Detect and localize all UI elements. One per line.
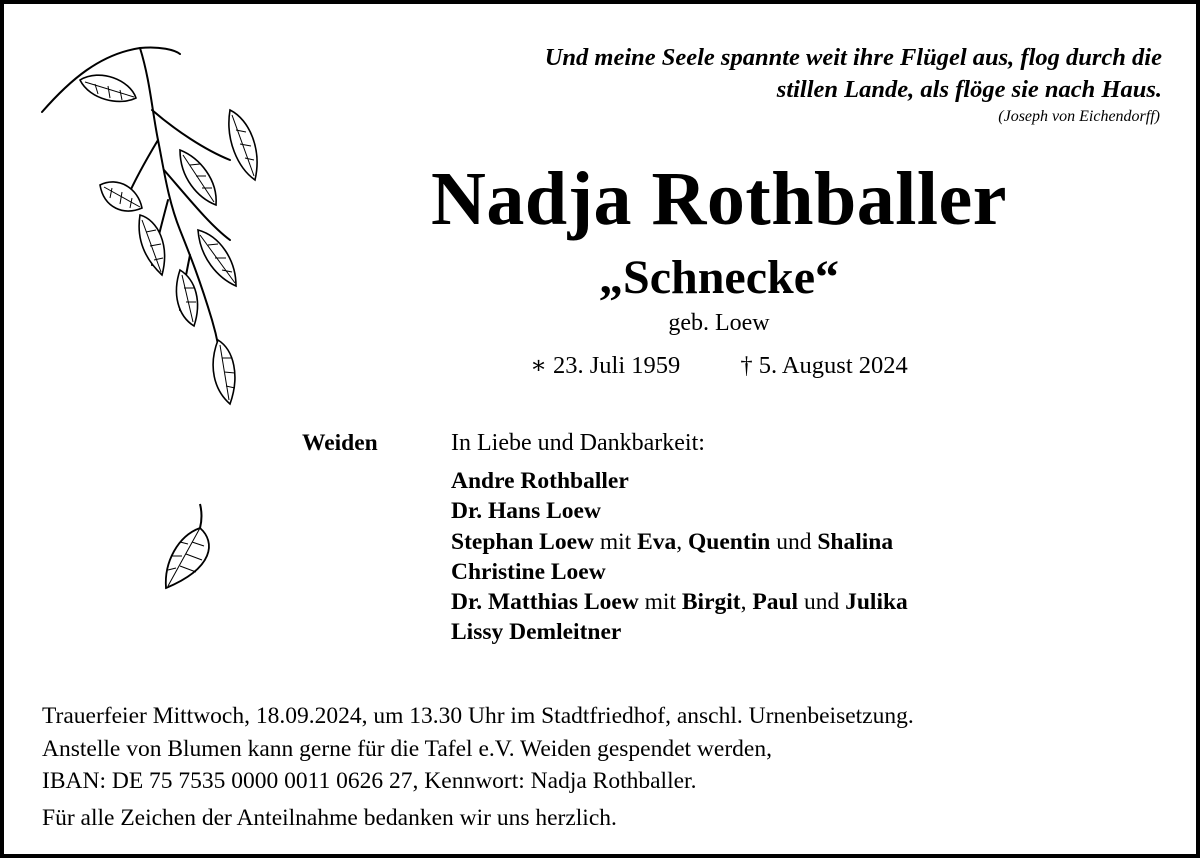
mourners-list bbox=[451, 466, 908, 648]
mourner-line bbox=[451, 527, 908, 557]
deceased-name: Nadja Rothballer bbox=[431, 157, 1007, 241]
mourner-name: Shalina bbox=[817, 528, 894, 555]
thanks-note: Für alle Zeichen der Anteilnahme bedanken wir uns herzlich. bbox=[42, 804, 617, 831]
quote-author: (Joseph von Eichendorff) bbox=[998, 108, 1160, 125]
place-name: Weiden bbox=[302, 430, 378, 456]
mourner-name: Quentin bbox=[688, 528, 771, 555]
mourner-connector: und bbox=[798, 589, 846, 616]
death-date: † 5. August 2024 bbox=[740, 352, 908, 379]
mourner-name: Eva bbox=[637, 528, 677, 555]
birch-branch-icon bbox=[40, 40, 270, 420]
mourner-line bbox=[451, 557, 908, 587]
life-dates bbox=[304, 350, 1134, 382]
mourner-name: Christine Loew bbox=[451, 558, 606, 585]
quote-line: Und meine Seele spannte weit ihre Flügel aus, flog durch die bbox=[544, 44, 1162, 71]
birth-date: ∗ 23. Juli 1959 bbox=[530, 352, 681, 379]
mourner-name: Birgit bbox=[681, 589, 741, 616]
footer-notes bbox=[42, 700, 1162, 834]
mourner-connector: , bbox=[676, 528, 689, 555]
mourner-line bbox=[451, 617, 908, 647]
mourner-line bbox=[451, 587, 908, 617]
maiden-name: geb. Loew bbox=[668, 310, 770, 336]
memorial-quote bbox=[402, 42, 1162, 106]
mourner-connector: mit bbox=[594, 528, 638, 555]
mourner-name: Dr. Matthias Loew bbox=[451, 589, 639, 616]
mourner-name: Stephan Loew bbox=[451, 528, 594, 555]
donation-info: Anstelle von Blumen kann gerne für die Tafel e.V. Weiden gespendet werden, bbox=[42, 735, 772, 762]
funeral-info: Trauerfeier Mittwoch, 18.09.2024, um 13.30 Uhr im Stadtfriedhof, anschl. Urnenbeisetzung. bbox=[42, 703, 914, 729]
quote-line: stillen Lande, als flöge sie nach Haus. bbox=[776, 76, 1162, 103]
mourner-line bbox=[451, 496, 908, 526]
mourner-name: Dr. Hans Loew bbox=[451, 498, 601, 525]
mourner-connector: , bbox=[740, 589, 753, 616]
mourners-intro: In Liebe und Dankbarkeit: bbox=[451, 430, 705, 456]
mourner-name: Lissy Demleitner bbox=[451, 619, 622, 646]
mourner-name: Andre Rothballer bbox=[451, 468, 629, 494]
mourner-connector: mit bbox=[638, 589, 682, 616]
falling-leaf-icon bbox=[160, 502, 220, 592]
mourner-line bbox=[451, 466, 908, 496]
mourner-name: Julika bbox=[845, 589, 908, 616]
mourner-connector: und bbox=[770, 528, 818, 555]
bank-info: IBAN: DE 75 7535 0000 0011 0626 27, Kennwort: Nadja Rothballer. bbox=[42, 768, 697, 794]
deceased-nickname: „Schnecke“ bbox=[599, 251, 839, 304]
mourner-name: Paul bbox=[752, 589, 799, 616]
